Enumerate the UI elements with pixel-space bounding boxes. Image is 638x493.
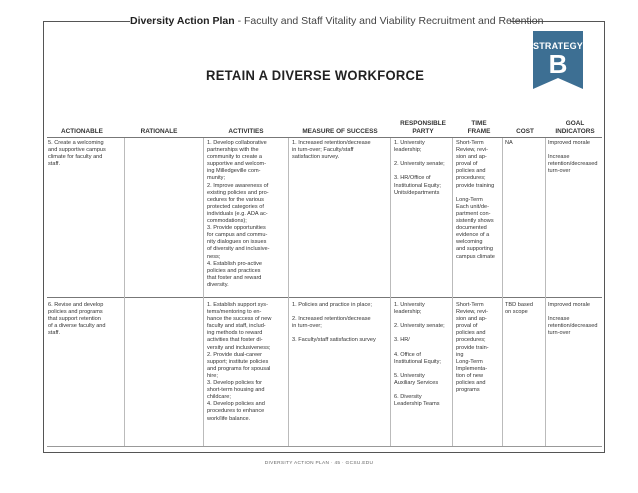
page-header bbox=[130, 14, 544, 28]
row-1-party: 1. University leadership; 2. University senate; 3. HR/Office of Institutional Equity; Units/departments bbox=[394, 140, 445, 196]
col-activities-header: ACTIVITIES bbox=[228, 128, 264, 135]
section-title: RETAIN A DIVERSE WORKFORCE bbox=[206, 67, 425, 84]
col-separator bbox=[288, 138, 289, 446]
col-separator bbox=[502, 138, 503, 446]
row-2-timeframe: Short-Term Review, revi- sion and ap- proval of policies and procedures; provide train- ing Long-Term Implementa- tion of new policies and programs bbox=[456, 302, 489, 394]
col-rationale-header: RATIONALE bbox=[140, 128, 178, 135]
row-1-actionable: 5. Create a welcoming and supportive campus climate for faculty and staff. bbox=[48, 140, 106, 168]
row-2-party: 1. University leadership; 2. University senate; 3. HR/ 4. Office of Institutional Equity; 5. University Auxiliary Services 6. Diversity Leadership Teams bbox=[394, 302, 445, 408]
row-2-goal: Improved morale Increase retention/decreased turn-over bbox=[548, 302, 598, 337]
col-goal-header: GOAL INDICATORS bbox=[555, 120, 595, 135]
row-2-cost: TBD based on scope bbox=[505, 302, 533, 316]
col-separator bbox=[203, 138, 204, 446]
col-separator bbox=[390, 138, 391, 446]
row-2-actionable: 6. Revise and develop policies and programs that support retention of a diverse faculty and staff. bbox=[48, 302, 106, 337]
header-title: Diversity Action Plan bbox=[130, 15, 235, 27]
col-actionable-header: ACTIONABLE bbox=[61, 128, 103, 135]
table-bottom-rule bbox=[47, 446, 602, 447]
row-1-cost: NA bbox=[505, 140, 513, 146]
col-timeframe-header: TIME FRAME bbox=[467, 120, 491, 135]
page-frame bbox=[43, 21, 605, 453]
strategy-badge bbox=[533, 31, 583, 89]
row-1-measure: 1. Increased retention/decrease in turn-over; Faculty/staff satisfaction survey. bbox=[292, 140, 371, 161]
page-footer: DIVERSITY ACTION PLAN · 45 · GCSU.EDU bbox=[264, 461, 374, 466]
row-divider bbox=[47, 297, 602, 298]
header-subtitle: - Faculty and Staff Vitality and Viability Recruitment and Retention bbox=[234, 15, 544, 27]
row-1-goal: Improved morale Increase retention/decreased turn-over bbox=[548, 140, 598, 175]
row-2-activities: 1. Establish support sys- tems/mentoring to en- hance the success of new faculty and staff, includ- ing methods to reward activities that foster di- versity and inclusiveness; 2. Provide dual-career support; institute policies and programs for spousal hire; 3. Develop policies for short-term housing and childcare; 4. Develop policies and procedures to enhance work/life balance. bbox=[207, 302, 272, 422]
col-separator bbox=[545, 138, 546, 446]
col-separator bbox=[452, 138, 453, 446]
col-party-header: RESPONSIBLE PARTY bbox=[400, 120, 446, 135]
strategy-word: STRATEGY bbox=[533, 41, 583, 51]
strategy-letter: B bbox=[548, 49, 568, 79]
col-measure-header: MEASURE OF SUCCESS bbox=[302, 128, 378, 135]
col-separator bbox=[124, 138, 125, 446]
row-2-measure: 1. Policies and practice in place; 2. Increased retention/decrease in turn-over; 3. Faculty/staff satisfaction survey bbox=[292, 302, 376, 344]
col-cost-header: COST bbox=[516, 128, 534, 135]
row-1-activities: 1. Develop collaborative partnerships with the community to create a supportive and welcom- ing Milledgeville com- munity; 2. Improve awareness of existing policies and pro- cedures for the various protected categories of individuals (e.g. ADA ac- commodations); 3. Provide opportunities for campus and commu- nity dialogues on issues of diversity and inclusive- ness; 4. Establish pro-active policies and practices that foster and reward diversity. bbox=[207, 140, 270, 288]
row-1-timeframe: Short-Term Review, revi- sion and ap- proval of policies and procedures; provide training Long-Term Each unit/de- partment con- sistently shows documented evidence of a welcoming and supporting campus climate bbox=[456, 140, 495, 260]
header-rule bbox=[47, 137, 602, 138]
